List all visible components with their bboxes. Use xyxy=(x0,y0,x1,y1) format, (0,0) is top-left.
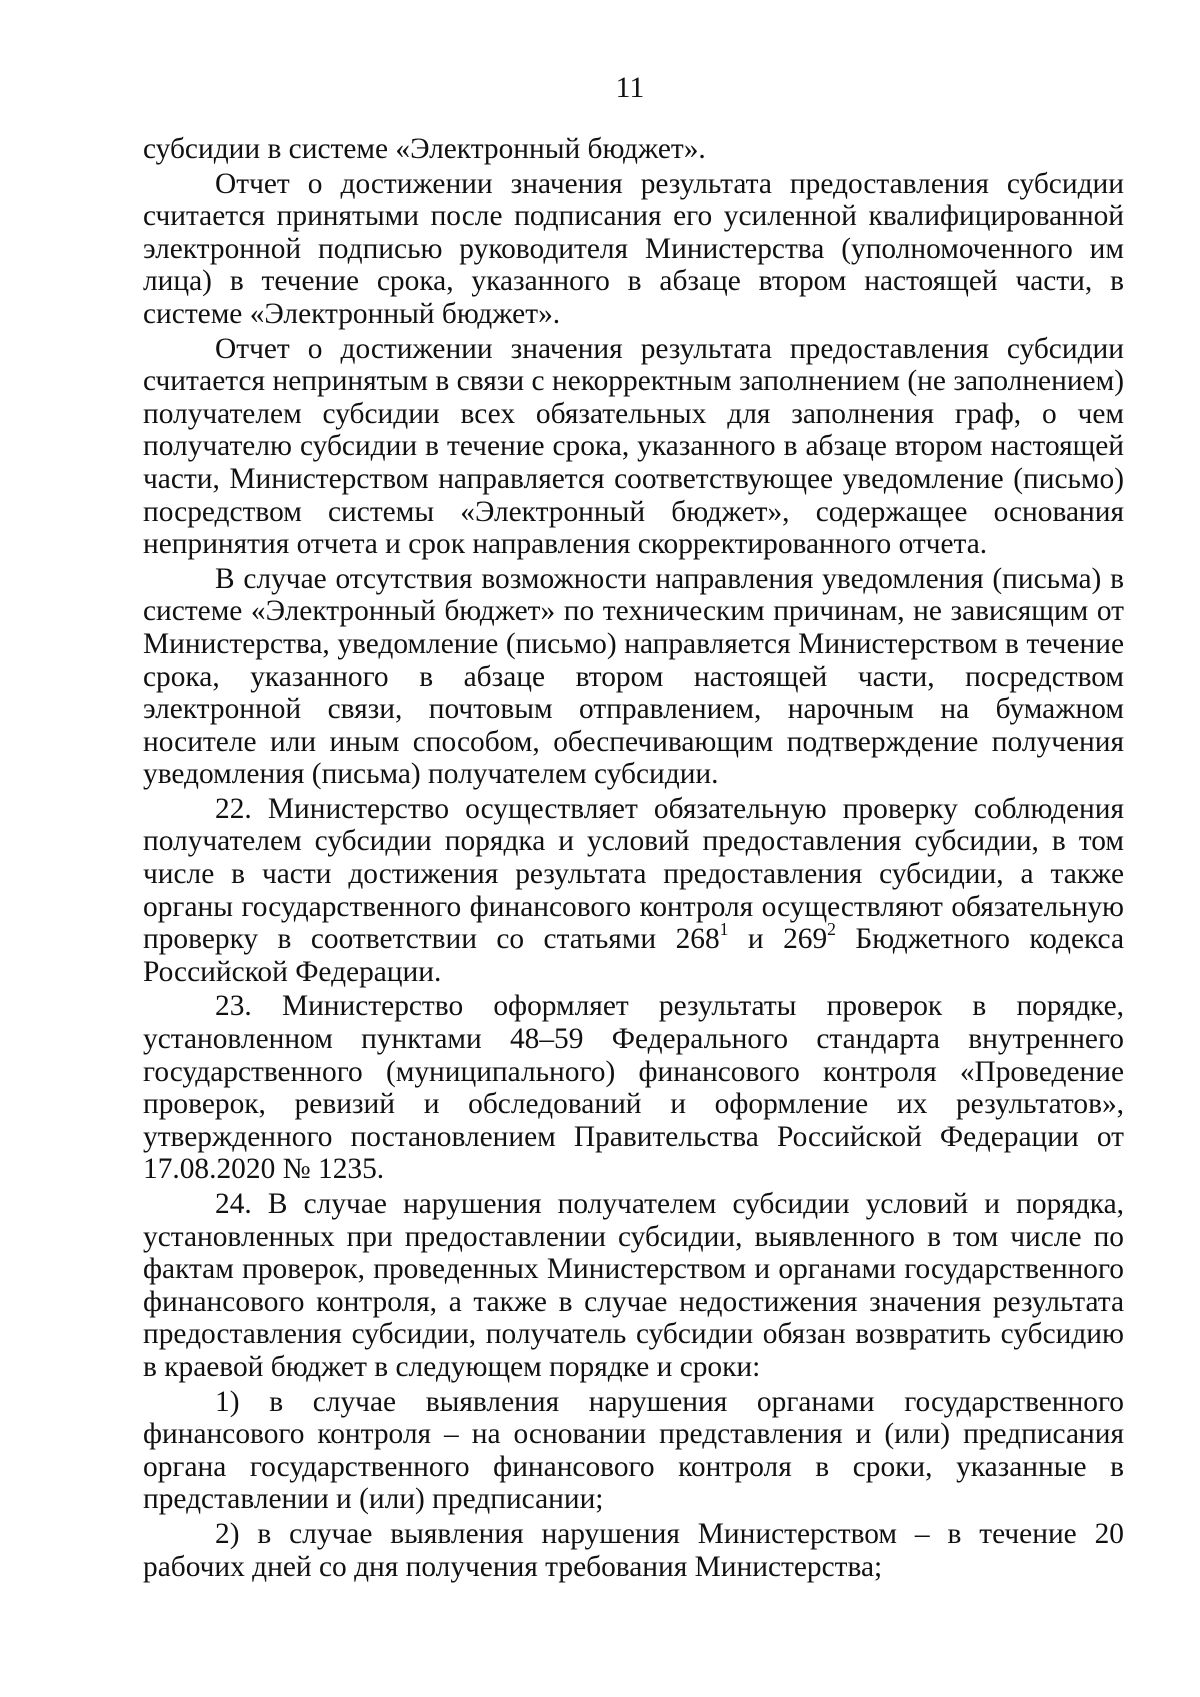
paragraph-report-accepted: Отчет о достижении значения результата предоставления субсидии считается принятыми после подписания его усиленной квалифицированной электронной подписью руководителя Министерства (уполномоченного им лица) в течение срока, указанного в абзаце втором настоящей части, в системе «Электронный бюджет». xyxy=(143,167,1124,330)
paragraph-report-rejected: Отчет о достижении значения результата предоставления субсидии считается непринятым в связи с некорректным заполнением (не заполнением) получателем субсидии всех обязательных для заполнения граф, о чем получателю субсидии в течение срока, указанного в абзаце втором настоящей части, Министерством направляется соответствующее уведомление (письмо) посредством системы «Электронный бюджет», содержащее основания непринятия отчета и срок направления скорректированного отчета. xyxy=(143,332,1124,561)
paragraph-item-22 xyxy=(143,793,1124,989)
item-22-text-before: 22. Министерство осуществляет обязательную проверку соблюдения получателем субсидии порядка и условий предоставления субсидии, в том числе в части достижения результата предоставления субсидии, а также органы государственного финансового контроля осуществляют обязательную проверку в соответствии со статьями 268 xyxy=(143,792,1124,956)
paragraph-notification-alternative: В случае отсутствия возможности направления уведомления (письма) в системе «Электронный бюджет» по техническим причинам, не зависящим от Министерства, уведомление (письмо) направляется Министерством в течение срока, указанного в абзаце втором настоящей части, посредством электронной связи, почтовым отправлением, нарочным на бумажном носителе или иным способом, обеспечивающим подтверждение получения уведомления (письма) получателем субсидии. xyxy=(143,562,1124,791)
paragraph-item-24: 24. В случае нарушения получателем субсидии условий и порядка, установленных при предоставлении субсидии, выявленного в том числе по фактам проверок, проведенных Министерством и органами государственного финансового контроля, а также в случае недостижения значения результата предоставления субсидии, получатель субсидии обязан возвратить субсидию в краевой бюджет в следующем порядке и сроки: xyxy=(143,1188,1124,1383)
paragraph-continuation: субсидии в системе «Электронный бюджет». xyxy=(143,133,706,165)
superscript-1: 1 xyxy=(719,919,729,940)
paragraph-item-23: 23. Министерство оформляет результаты проверок в порядке, установленном пунктами 48–59 Федерального стандарта внутреннего государственного (муниципального) финансового контроля «Проведение проверок, ревизий и обследований и оформление их результатов», утвержденного постановлением Правительства Российской Федерации от 17.08.2020 № 1235. xyxy=(143,990,1124,1186)
page-number: 11 xyxy=(615,71,645,104)
paragraph-subitem-2: 2) в случае выявления нарушения Министерством – в течение 20 рабочих дней со дня получения требования Министерства; xyxy=(143,1517,1124,1583)
superscript-2: 2 xyxy=(827,919,836,940)
paragraph-subitem-1: 1) в случае выявления нарушения органами государственного финансового контроля – на основании представления и (или) предписания органа государственного финансового контроля в сроки, указанные в представлении и (или) предписании; xyxy=(143,1385,1124,1516)
item-22-text-after: Бюджетного кодекса Российской Федерации. xyxy=(143,923,1124,988)
document-body xyxy=(143,133,1124,1583)
item-22-text-middle: и 269 xyxy=(728,923,828,956)
